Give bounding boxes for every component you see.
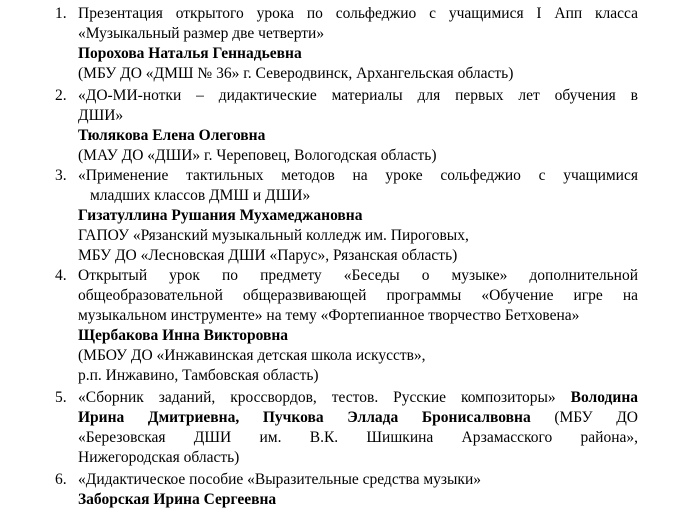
item-organization: Нижегородская область) — [78, 449, 240, 466]
item-organization: ГАПОУ «Рязанский музыкальный колледж им. Пироговых, — [78, 227, 469, 244]
item-organization: (МАУ ДО «ДШИ» г. Череповец, Вологодская область) — [78, 147, 437, 164]
item-number: 5. — [55, 389, 67, 406]
item-author: Гизатуллина Рушания Мухамеджановна — [78, 207, 363, 224]
item-author: Порохова Наталья Геннадьевна — [78, 45, 302, 62]
item-author: Щербакова Инна Викторовна — [78, 327, 289, 344]
item-number: 4. — [55, 267, 67, 284]
item-number: 6. — [55, 471, 67, 488]
item-organization: (МБУ ДО — [554, 409, 638, 426]
item-title: «Сборник заданий, кроссвордов, тестов. Русские композиторы» — [78, 389, 556, 406]
item-author: Ирина Дмитриевна, Пучкова Эллада Бронисалвовна — [78, 409, 531, 426]
item-title-line: младших классов ДМШ и ДШИ» — [90, 187, 311, 204]
item-title-line: общеобразовательной общеразвивающей программы «Обучение игре на — [78, 287, 638, 304]
item-title-line: Презентация открытого урока по сольфеджио с учащимися I Апп класса — [78, 5, 638, 22]
item-organization: (МБОУ ДО «Инжавинская детская школа искусств», — [78, 347, 426, 364]
item-author: Заборская Ирина Сергеевна — [78, 491, 277, 508]
item-author: Тюлякова Елена Олеговна — [78, 127, 266, 144]
item-number: 3. — [55, 167, 67, 184]
item-title-line: «Применение тактильных методов на уроке сольфеджио с учащимися — [78, 167, 638, 184]
item-title-line — [78, 388, 638, 408]
item-author: Володина — [570, 389, 638, 406]
item-organization: (МБУ ДО «ДМШ № 36» г. Северодвинск, Архангельская область) — [78, 65, 514, 82]
item-organization: р.п. Инжавино, Тамбовская область) — [78, 367, 319, 384]
item-number: 1. — [55, 5, 67, 22]
item-title-line — [78, 408, 638, 428]
item-number: 2. — [55, 87, 67, 104]
item-title-line: ДШИ» — [78, 107, 124, 124]
item-title-line: «Дидактическое пособие «Выразительные средства музыки» — [78, 471, 482, 488]
item-title-line: «ДО-МИ-нотки – дидактические материалы для первых лет обучения в — [78, 87, 638, 104]
item-organization: МБУ ДО «Лесновская ДШИ «Парус», Рязанская область) — [78, 247, 458, 264]
item-title-line: Открытый урок по предмету «Беседы о музыке» дополнительной — [78, 267, 638, 284]
item-title-line: музыкальном инструменте» на тему «Фортепианное творчество Бетховена» — [78, 307, 580, 324]
item-title-line: «Музыкальный размер две четверти» — [78, 25, 325, 42]
item-organization: «Березовская ДШИ им. В.К. Шишкина Арзамасского района», — [78, 429, 638, 446]
